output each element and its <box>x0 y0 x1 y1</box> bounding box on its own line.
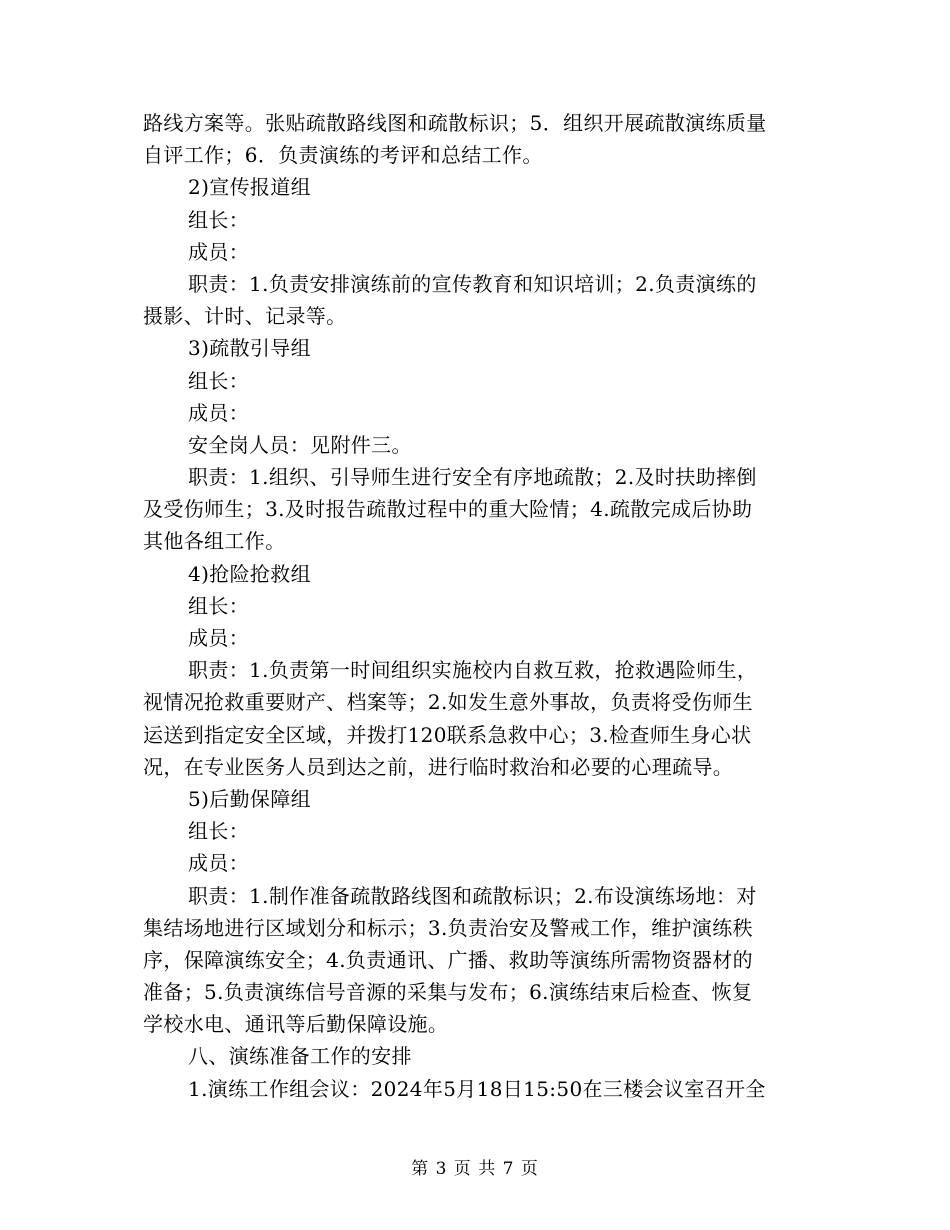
page-footer: 第 3 页 共 7 页 <box>411 1159 539 1179</box>
text-line: 组长： <box>188 207 250 232</box>
text-line: 其他各组工作。 <box>143 529 286 554</box>
text-line: 路线方案等。张贴疏散路线图和疏散标识；5．组织开展疏散演练质量 <box>143 111 767 135</box>
text-line: 2)宣传报道组 <box>188 175 311 200</box>
text-line: 准备；5.负责演练信号音源的采集与发布；6.演练结束后检查、恢复 <box>143 980 753 1005</box>
text-line: 组长： <box>188 593 250 618</box>
text-line: 视情况抢救重要财产、档案等；2.如发生意外事故，负责将受伤师生 <box>143 690 753 715</box>
text-line: 3)疏散引导组 <box>188 336 311 361</box>
text-line: 及受伤师生；3.及时报告疏散过程中的重大险情；4.疏散完成后协助 <box>143 497 753 522</box>
text-line: 自评工作；6．负责演练的考评和总结工作。 <box>143 143 543 168</box>
text-line: 职责：1.负责第一时间组织实施校内自救互救，抢救遇险师生， <box>188 658 758 683</box>
text-line: 成员： <box>188 400 250 425</box>
text-line: 5)后勤保障组 <box>188 786 311 811</box>
text-line: 学校水电、通讯等后勤保障设施。 <box>143 1012 449 1037</box>
text-line: 组长： <box>188 368 250 393</box>
text-line: 组长： <box>188 819 250 844</box>
text-line: 职责：1.组织、引导师生进行安全有序地疏散；2.及时扶助摔倒 <box>188 465 757 490</box>
text-line: 序，保障演练安全；4.负责通讯、广播、救助等演练所需物资器材的 <box>143 947 753 972</box>
text-line: 摄影、计时、记录等。 <box>143 304 347 329</box>
document-body <box>143 107 807 1105</box>
text-line: 职责：1.负责安排演练前的宣传教育和知识培训；2.负责演练的 <box>188 271 757 296</box>
text-line: 运送到指定安全区域，并拨打120联系急救中心；3.检查师生身心状 <box>143 722 752 747</box>
text-line: 安全岗人员：见附件三。 <box>188 432 412 457</box>
text-line: 成员： <box>188 851 250 876</box>
text-line: 职责：1.制作准备疏散路线图和疏散标识；2.布设演练场地：对 <box>188 883 757 908</box>
text-line: 1.演练工作组会议：2024年5月18日15:50在三楼会议室召开全 <box>188 1076 766 1101</box>
text-line: 4)抢险抢救组 <box>188 561 311 586</box>
text-line: 八、演练准备工作的安排 <box>188 1044 412 1069</box>
text-line: 成员： <box>188 239 250 264</box>
text-line: 集结场地进行区域划分和标示；3.负责治安及警戒工作，维护演练秩 <box>143 915 753 940</box>
text-line: 况，在专业医务人员到达之前，进行临时救治和必要的心理疏导。 <box>143 754 734 779</box>
text-line: 成员： <box>188 626 250 650</box>
